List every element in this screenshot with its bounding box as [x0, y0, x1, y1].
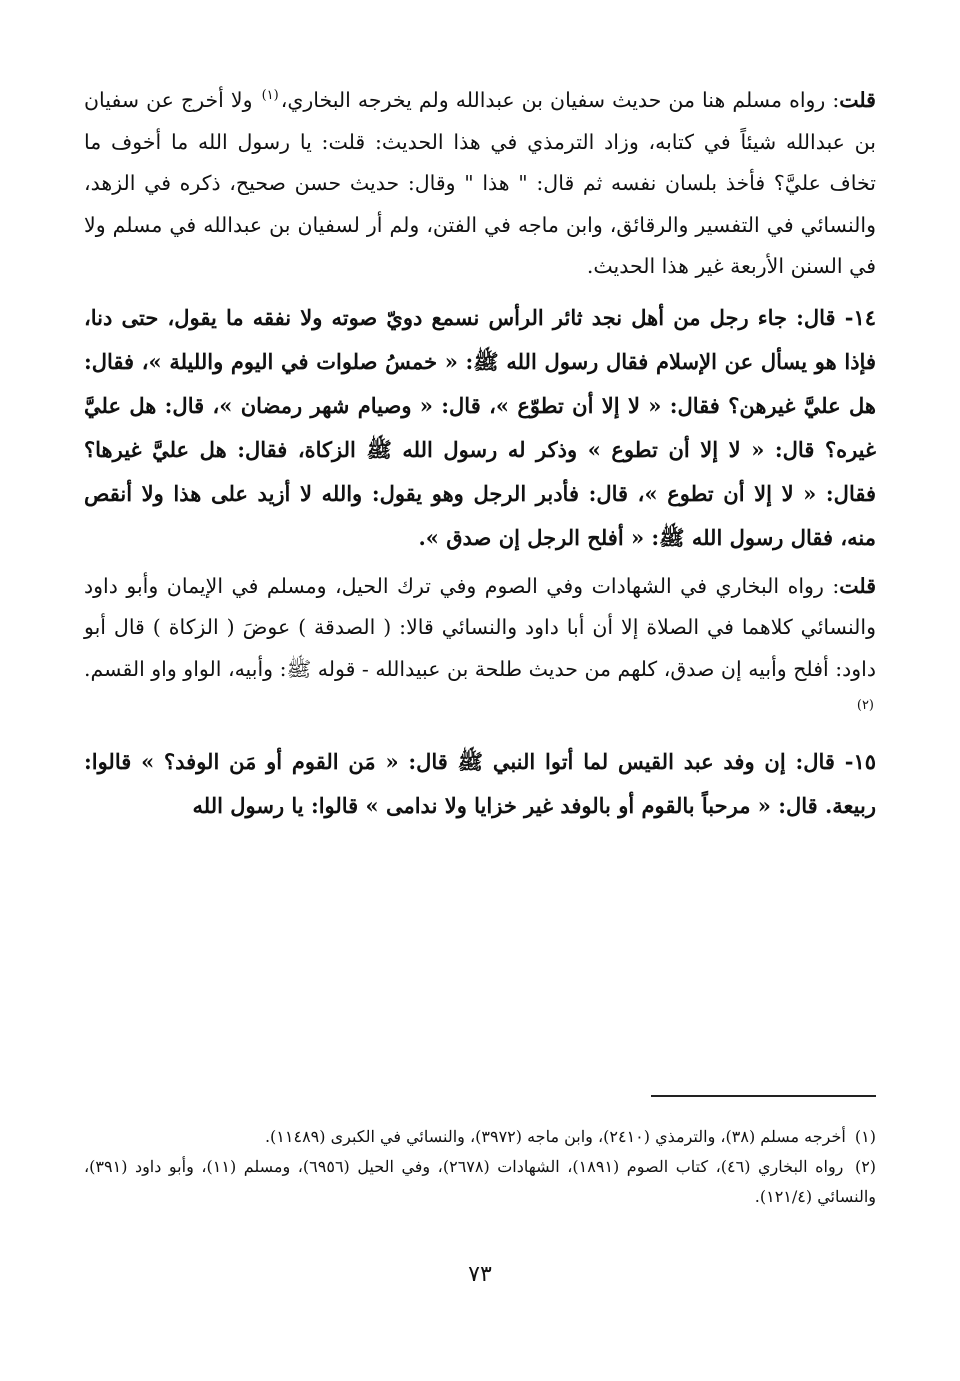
- page-body: [84, 80, 876, 828]
- paragraph-note-1: [84, 80, 876, 288]
- page-number: ٧٣: [468, 1262, 492, 1287]
- footnotes-section: [84, 1122, 876, 1212]
- footnote-divider: [651, 1095, 876, 1097]
- footnote-number: (٢): [854, 1157, 877, 1176]
- paragraph-lead-word: قلت: [839, 573, 876, 598]
- footnote-text: رواه البخاري (٤٦)، كتاب الصوم (١٨٩١)، الشهادات (٢٦٧٨)، وفي الحيل (٦٩٥٦)، ومسلم (١١)، وأبو داود (٣٩١)، والنسائي (١٢١/٤).: [84, 1157, 876, 1206]
- footnote-2: [84, 1152, 876, 1212]
- paragraph-lead-word: قلت: [839, 88, 876, 112]
- footnote-text: أخرجه مسلم (٣٨)، والترمذي (٢٤١٠)، وابن ماجه (٣٩٧٢)، والنسائي في الكبرى (١١٤٨٩).: [264, 1127, 846, 1146]
- footnote-1: [84, 1122, 876, 1152]
- paragraph-text: : رواه البخاري في الشهادات وفي الصوم وفي ترك الحيل، ومسلم في الإيمان وأبو داود والنسائي كلاهما في الصلاة إلا أن أبا داود والنسائي قالا: ( الصدقة ) عوضَ ( الزكاة ) قال أبو داود: أفلح وأبيه إن صدق، كلهم من حديث طلحة بن عبيدالله - قوله ﷺ: وأبيه، الواو واو القسم.: [84, 573, 876, 681]
- footnote-marker[interactable]: (٢): [856, 698, 874, 714]
- footnote-marker[interactable]: (١): [261, 88, 279, 104]
- paragraph-text: ولا أخرج عن سفيان بن عبدالله شيئاً في كتابه، وزاد الترمذي في هذا الحديث: قلت: يا رسول الله ما أخوف ما تخاف عليَّ؟ فأخذ بلسان نفسه ثم قال: " هذا " وقال: حديث حسن صحيح، ذكره في الزهد، والنسائي في التفسير والرقائق، وابن ماجه في الفتن، ولم أر لسفيان بن عبدالله في مسلم ولا في السنن الأربعة غير هذا الحديث.: [84, 88, 876, 278]
- footnote-number: (١): [854, 1127, 876, 1146]
- paragraph-text: : رواه مسلم هنا من حديث سفيان بن عبدالله ولم يخرجه البخاري،: [280, 88, 840, 112]
- paragraph-note-2: [84, 566, 876, 732]
- hadith-14: ١٤- قال: جاء رجل من أهل نجد ثائر الرأس نسمع دويّ صوته ولا نفقه ما يقول، حتى دنا، فإذا هو يسأل عن الإسلام فقال رسول الله ﷺ: « خمسُ صلوات في اليوم والليلة »، فقال: هل عليَّ غيرهن؟ فقال: « لا إلا أن تطوّع »، قال: « وصيام شهر رمضان »، قال: هل عليَّ غيره؟ قال: « لا إلا أن تطوع » وذكر له رسول الله ﷺ الزكاة، فقال: هل عليَّ غيرها؟ فقال: « لا إلا أن تطوع »، قال: فأدبر الرجل وهو يقول: والله لا أزيد على هذا ولا أنقص منه، فقال رسول الله ﷺ: « أفلح الرجل إن صدق ».: [84, 304, 876, 550]
- hadith-15: ١٥- قال: إن وفد عبد القيس لما أتوا النبي ﷺ قال: « مَن القوم أو مَن الوفد؟ » قالوا: ربيعة. قال: « مرحباً بالقوم أو بالوفد غير خزايا ولا ندامى » قالوا: يا رسول الله: [84, 748, 876, 818]
